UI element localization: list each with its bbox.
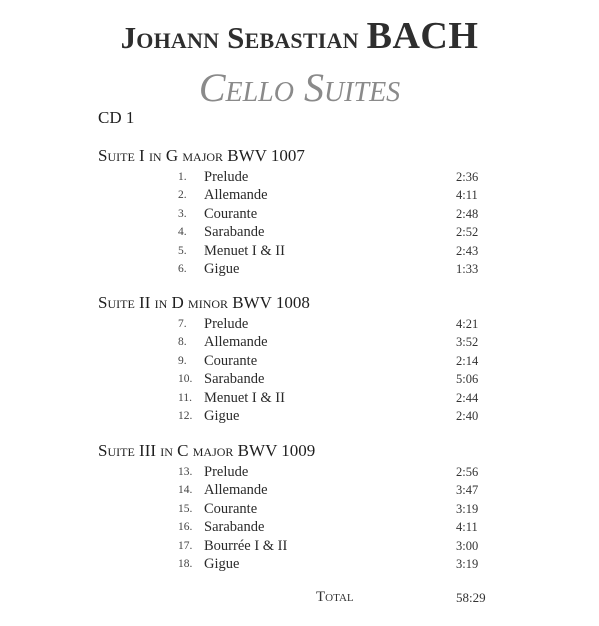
- cd-label: CD 1: [98, 108, 135, 127]
- track-number: 18.: [178, 557, 193, 570]
- total-duration: 58:29: [456, 590, 486, 605]
- track-duration: 2:14: [456, 353, 479, 368]
- track-duration: 2:56: [456, 465, 479, 479]
- track-name: Gigue: [204, 555, 240, 572]
- track-name: Bourrée I & II: [204, 537, 288, 554]
- track-row: [98, 260, 498, 278]
- track-duration: 4:11: [456, 520, 478, 535]
- total-row: [0, 588, 599, 608]
- track-duration: 3:00: [456, 538, 479, 553]
- track-row: [98, 186, 498, 204]
- work-title: Cello Suites: [198, 65, 401, 110]
- track-row: [98, 407, 498, 425]
- suite-heading: Suite I in G major BWV 1007: [98, 146, 305, 165]
- track-row: [98, 223, 498, 241]
- track-duration: 2:36: [456, 170, 479, 184]
- track-list: [98, 315, 498, 425]
- track-name: Sarabande: [204, 519, 265, 536]
- track-row: [98, 500, 498, 518]
- track-number: 1.: [178, 171, 187, 183]
- track-name: Menuet I & II: [204, 389, 285, 406]
- track-row: [98, 481, 498, 499]
- track-row: [98, 555, 498, 573]
- suite-block-1: [98, 145, 498, 278]
- track-name: Gigue: [204, 260, 240, 277]
- track-name: Prelude: [204, 316, 249, 332]
- track-row: [98, 518, 498, 536]
- track-name: Prelude: [204, 169, 249, 185]
- suite-block-3: [98, 440, 498, 573]
- track-list: [98, 463, 498, 573]
- track-number: 17.: [178, 539, 193, 552]
- track-name: Sarabande: [204, 371, 265, 388]
- suite-block-2: [98, 292, 498, 425]
- track-row: [98, 389, 498, 407]
- track-name: Sarabande: [204, 224, 265, 241]
- track-number: 2.: [178, 189, 187, 202]
- track-row: [98, 333, 498, 351]
- track-duration: 4:11: [456, 188, 478, 203]
- track-row: [98, 370, 498, 388]
- track-number: 10.: [178, 373, 193, 386]
- track-name: Menuet I & II: [204, 242, 285, 259]
- composer-given-names: Johann Sebastian: [120, 20, 359, 55]
- composer-surname: BACH: [366, 15, 479, 57]
- track-duration: 2:52: [456, 225, 479, 240]
- track-name: Gigue: [204, 407, 240, 424]
- track-number: 9.: [178, 354, 187, 367]
- track-name: Allemande: [204, 187, 268, 204]
- track-name: Courante: [204, 500, 258, 517]
- track-number: 4.: [178, 226, 187, 239]
- track-name: Courante: [204, 205, 258, 222]
- track-row: [98, 168, 498, 186]
- track-duration: 2:48: [456, 206, 479, 221]
- track-number: 5.: [178, 244, 187, 257]
- track-number: 14.: [178, 484, 193, 497]
- track-duration: 2:43: [456, 243, 479, 258]
- track-row: [98, 315, 498, 333]
- track-duration: 3:47: [456, 483, 479, 498]
- composer-name: [0, 14, 599, 58]
- track-number: 3.: [178, 207, 187, 220]
- track-number: 11.: [178, 391, 192, 404]
- track-duration: 1:33: [456, 261, 479, 276]
- suite-heading: Suite II in D minor BWV 1008: [98, 293, 310, 312]
- track-duration: 2:44: [456, 390, 479, 405]
- track-row: [98, 537, 498, 555]
- track-number: 7.: [178, 318, 187, 330]
- track-row: [98, 205, 498, 223]
- track-duration: 5:06: [456, 372, 479, 387]
- track-number: 15.: [178, 502, 193, 515]
- track-name: Allemande: [204, 482, 268, 499]
- track-duration: 3:19: [456, 556, 479, 571]
- track-row: [98, 352, 498, 370]
- track-duration: 2:40: [456, 408, 479, 423]
- track-name: Prelude: [204, 464, 249, 480]
- track-duration: 3:19: [456, 501, 479, 516]
- total-label: Total: [316, 589, 354, 605]
- track-number: 16.: [178, 521, 193, 534]
- track-number: 8.: [178, 336, 187, 349]
- track-duration: 4:21: [456, 317, 479, 331]
- track-name: Courante: [204, 352, 258, 369]
- track-number: 6.: [178, 262, 187, 275]
- track-row: [98, 242, 498, 260]
- track-name: Allemande: [204, 334, 268, 351]
- suite-heading: Suite III in C major BWV 1009: [98, 441, 316, 460]
- track-row: [98, 463, 498, 481]
- track-number: 12.: [178, 409, 193, 422]
- track-duration: 3:52: [456, 335, 479, 350]
- track-number: 13.: [178, 466, 193, 478]
- track-list: [98, 168, 498, 278]
